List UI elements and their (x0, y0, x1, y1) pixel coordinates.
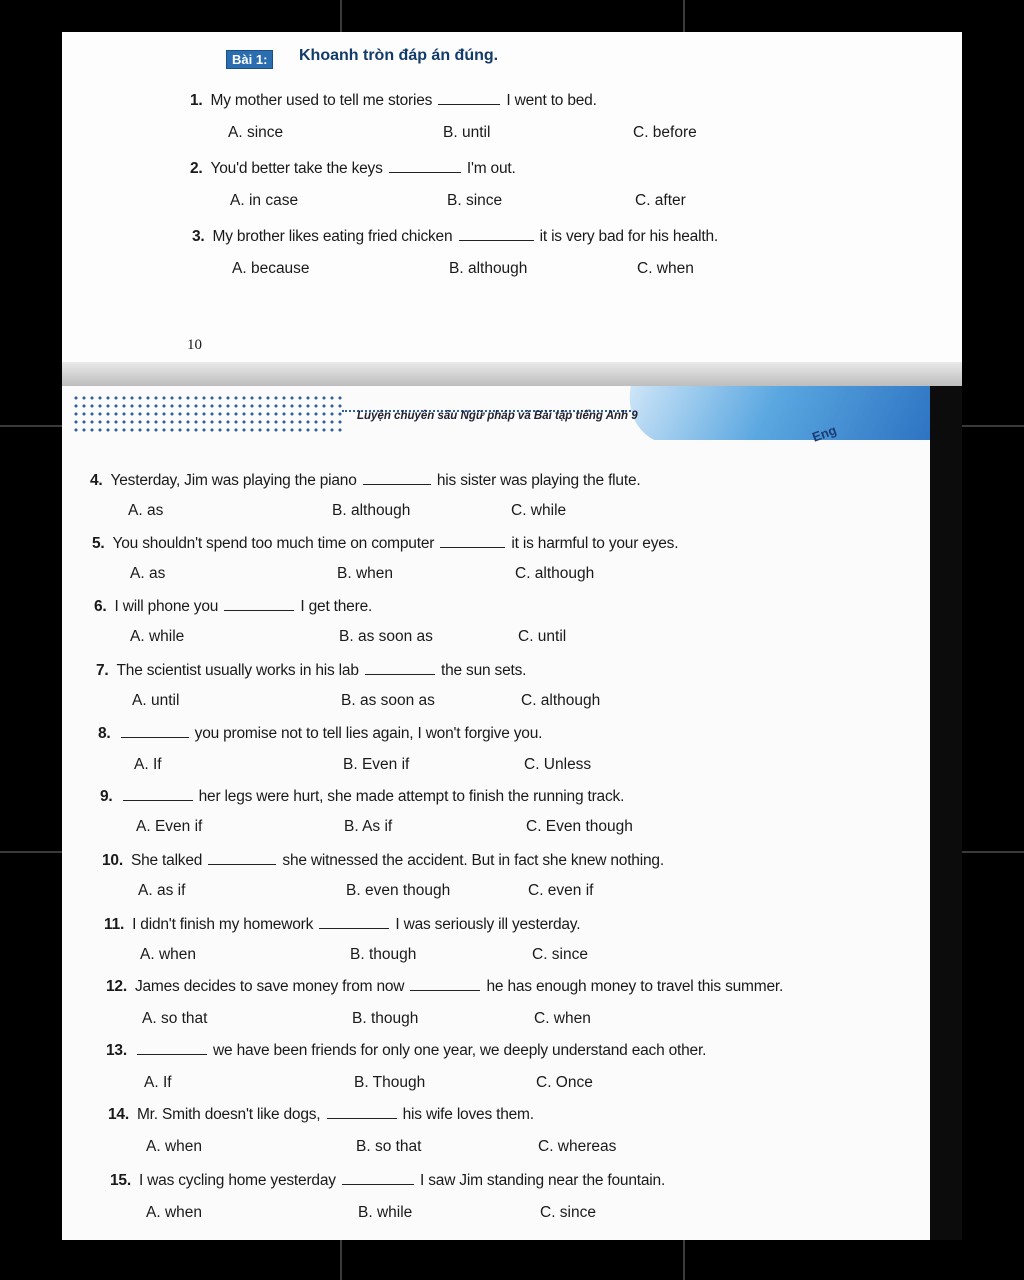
question-text-after: I was seriously ill yesterday. (391, 916, 581, 933)
answer-blank (389, 171, 461, 173)
question-1 (190, 92, 597, 110)
option-c[interactable]: C. when (637, 260, 694, 277)
question-number: 6. (94, 598, 107, 615)
option-c[interactable]: C. although (521, 692, 601, 709)
option-b[interactable]: B. until (443, 124, 491, 141)
option-a[interactable]: A. so that (142, 1010, 208, 1027)
dot-pattern (72, 394, 342, 434)
option-b[interactable]: B. although (449, 260, 528, 277)
option-b[interactable]: B. As if (344, 818, 393, 835)
option-b[interactable]: B. though (350, 946, 417, 963)
option-a[interactable]: A. as if (138, 882, 186, 899)
option-a[interactable]: A. because (232, 260, 310, 277)
option-a[interactable]: A. when (146, 1204, 203, 1221)
question-text-after: we have been friends for only one year, we deeply understand each other. (208, 1042, 707, 1059)
option-c[interactable]: C. before (633, 124, 697, 141)
page-edge (930, 386, 962, 1240)
question-text-after: it is harmful to your eyes. (507, 535, 679, 552)
option-c[interactable]: C. since (532, 946, 588, 963)
question-number: 15. (110, 1172, 131, 1189)
option-c[interactable]: C. while (511, 502, 567, 519)
question-8 (98, 725, 542, 743)
option-b[interactable]: B. as soon as (339, 628, 433, 645)
question-text-before: My brother likes eating fried chicken (212, 228, 457, 245)
question-5 (92, 535, 678, 553)
question-number: 8. (98, 725, 111, 742)
answer-blank (342, 1183, 414, 1185)
question-text-after: she witnessed the accident. But in fact she knew nothing. (278, 852, 664, 869)
option-a[interactable]: A. Even if (136, 818, 203, 835)
question-text-after: his sister was playing the flute. (432, 472, 641, 489)
option-c[interactable]: C. until (518, 628, 567, 645)
answer-blank (327, 1117, 397, 1119)
option-a[interactable]: A. since (228, 124, 284, 141)
answer-blank (438, 103, 500, 105)
option-b[interactable]: B. when (337, 565, 394, 582)
option-a[interactable]: A. If (134, 756, 162, 773)
question-text-before: You shouldn't spend too much time on computer (112, 535, 439, 552)
question-11 (104, 916, 580, 934)
question-15 (110, 1172, 665, 1190)
question-9 (100, 788, 624, 806)
question-number: 2. (190, 160, 203, 177)
question-text-after: it is very bad for his health. (535, 228, 718, 245)
option-c[interactable]: C. Even though (526, 818, 633, 835)
option-a[interactable]: A. while (130, 628, 185, 645)
question-12 (106, 978, 783, 996)
option-b[interactable]: B. while (358, 1204, 413, 1221)
question-number: 3. (192, 228, 205, 245)
question-10 (102, 852, 664, 870)
question-text-before: My mother used to tell me stories (210, 92, 437, 109)
option-b[interactable]: B. Though (354, 1074, 426, 1091)
question-number: 10. (102, 852, 123, 869)
question-text-before: Yesterday, Jim was playing the piano (110, 472, 361, 489)
option-c[interactable]: C. since (540, 1204, 596, 1221)
question-number: 14. (108, 1106, 129, 1123)
question-text-after: I saw Jim standing near the fountain. (415, 1172, 666, 1189)
option-b[interactable]: B. as soon as (341, 692, 435, 709)
question-text-after: the sun sets. (436, 662, 527, 679)
question-text-before: James decides to save money from now (134, 978, 409, 995)
exercise-badge: Bài 1: (226, 50, 273, 69)
question-number: 13. (106, 1042, 127, 1059)
page-fold-shadow (62, 362, 962, 386)
question-number: 5. (92, 535, 105, 552)
answer-blank (121, 736, 189, 738)
option-a[interactable]: A. when (140, 946, 197, 963)
question-text-after: I went to bed. (502, 92, 597, 109)
question-4 (90, 472, 640, 490)
question-3 (192, 228, 718, 246)
option-b[interactable]: B. though (352, 1010, 419, 1027)
answer-blank (365, 673, 435, 675)
option-a[interactable]: A. as (130, 565, 166, 582)
option-c[interactable]: C. although (515, 565, 595, 582)
header-tag: Eng (810, 422, 839, 445)
answer-blank (459, 239, 534, 241)
question-number: 4. (90, 472, 103, 489)
option-c[interactable]: C. after (635, 192, 686, 209)
question-text-before: You'd better take the keys (210, 160, 387, 177)
question-text-before: I didn't finish my homework (132, 916, 318, 933)
option-b[interactable]: B. even though (346, 882, 451, 899)
option-c[interactable]: C. Unless (524, 756, 592, 773)
page-top (62, 32, 962, 362)
option-c[interactable]: C. Once (536, 1074, 593, 1091)
option-b[interactable]: B. although (332, 502, 411, 519)
option-c[interactable]: C. whereas (538, 1138, 617, 1155)
exercise-title: Khoanh tròn đáp án đúng. (299, 47, 499, 64)
option-b[interactable]: B. since (447, 192, 503, 209)
question-13 (106, 1042, 706, 1060)
question-text-after: I get there. (296, 598, 373, 615)
page-number: 10 (187, 337, 202, 353)
answer-blank (410, 989, 480, 991)
answer-blank (319, 927, 389, 929)
answer-blank (224, 609, 294, 611)
question-text-before: She talked (130, 852, 207, 869)
question-text-before: I will phone you (114, 598, 223, 615)
answer-blank (137, 1053, 207, 1055)
option-a[interactable]: A. as (128, 502, 164, 519)
question-number: 11. (104, 916, 125, 933)
question-text-after: you promise not to tell lies again, I won't forgive you. (190, 725, 543, 742)
question-text-after: he has enough money to travel this summer. (482, 978, 784, 995)
question-7 (96, 662, 526, 680)
question-text-after: his wife loves them. (398, 1106, 534, 1123)
question-text-after: I'm out. (462, 160, 516, 177)
answer-blank (208, 863, 276, 865)
option-b[interactable]: B. so that (356, 1138, 422, 1155)
question-number: 9. (100, 788, 113, 805)
answer-blank (440, 546, 505, 548)
option-c[interactable]: C. even if (528, 882, 594, 899)
question-text-before: I was cycling home yesterday (138, 1172, 340, 1189)
question-number: 7. (96, 662, 109, 679)
question-6 (94, 598, 372, 616)
answer-blank (123, 799, 193, 801)
running-header: Luyện chuyên sâu Ngữ pháp và Bài tập tiếng Anh 9 (357, 410, 638, 422)
option-a[interactable]: A. until (132, 692, 180, 709)
option-a[interactable]: A. If (144, 1074, 172, 1091)
option-a[interactable]: A. in case (230, 192, 299, 209)
option-a[interactable]: A. when (146, 1138, 203, 1155)
question-number: 12. (106, 978, 127, 995)
option-c[interactable]: C. when (534, 1010, 591, 1027)
question-text-after: her legs were hurt, she made attempt to finish the running track. (194, 788, 625, 805)
question-number: 1. (190, 92, 203, 109)
option-b[interactable]: B. Even if (343, 756, 410, 773)
question-2 (190, 160, 516, 178)
question-text-before: The scientist usually works in his lab (116, 662, 363, 679)
question-14 (108, 1106, 534, 1124)
header-swoosh (611, 386, 930, 440)
question-text-before: Mr. Smith doesn't like dogs, (136, 1106, 325, 1123)
answer-blank (363, 483, 431, 485)
